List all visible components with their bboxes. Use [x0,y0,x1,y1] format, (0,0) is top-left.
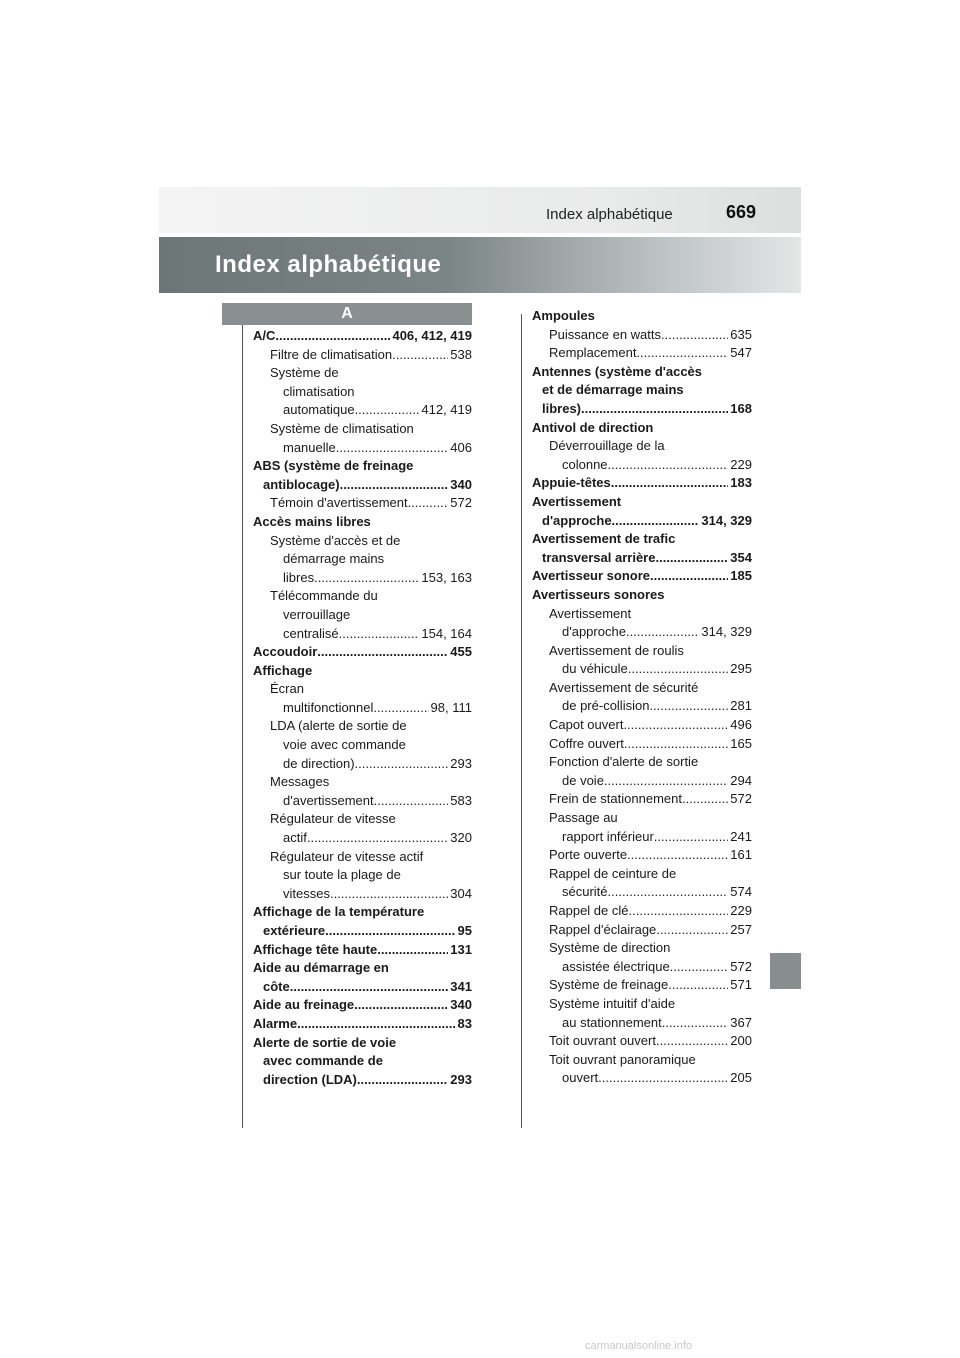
index-entry [253,1071,472,1090]
index-entry: ABS (système de freinage [253,458,414,474]
dot-leader [629,902,729,921]
index-entry: démarrage mains [283,551,385,567]
dot-leader [339,625,420,644]
index-entry-pages: 154, 164 [421,625,472,641]
dot-leader [290,978,449,997]
dot-leader [656,1032,728,1051]
index-entry [532,400,752,419]
index-entry [532,772,752,791]
index-entry: Régulateur de vitesse [270,811,396,827]
index-column-1 [253,327,472,1089]
index-entry-pages: 200 [730,1033,752,1049]
index-entry: Avertissement de roulis [549,642,684,658]
index-entry-pages: 314, 329 [701,512,752,528]
index-entry-term: multifonctionnel [283,699,374,715]
index-entry [253,699,472,718]
dot-leader [377,941,448,960]
index-entry [532,549,752,568]
index-entry [532,921,752,940]
index-entry: Avertisseurs sonores [532,586,665,602]
index-entry-pages: 340 [450,476,472,492]
dot-leader [307,829,448,848]
dot-leader [297,1015,455,1034]
index-entry-pages: 168 [730,400,752,416]
index-entry-term: A/C [253,328,276,343]
index-entry [532,976,752,995]
index-entry-pages: 293 [450,1071,472,1087]
index-entry [253,346,472,365]
index-entry [253,996,472,1015]
index-entry-term: rapport inférieur [562,828,654,844]
index-entry-term: Affichage tête haute [253,941,378,957]
index-entry [532,846,752,865]
dot-leader [655,549,728,568]
index-entry [532,1014,752,1033]
index-entry: Système de [270,365,339,381]
index-entry-pages: 320 [450,830,472,846]
index-entry-pages: 406, 412, 419 [392,328,472,343]
index-entry-pages: 635 [730,326,752,342]
index-entry-pages: 131 [450,941,472,957]
index-entry [532,660,752,679]
header-strip [159,187,801,233]
index-entry [532,958,752,977]
section-title: Index alphabétique [215,251,442,278]
index-entry-pages: 161 [730,847,752,863]
index-entry [532,474,752,493]
watermark-footer: carmanualsonline.info [585,1340,693,1352]
index-entry-term: d'approche [562,624,626,640]
index-entry-pages: 153, 163 [421,569,472,585]
dot-leader [355,755,449,774]
index-entry [253,643,472,662]
index-entry-pages: 547 [730,345,752,361]
index-entry: Système de climatisation [270,420,414,436]
index-entry [253,401,472,420]
dot-leader [317,643,448,662]
index-entry [253,941,472,960]
index-entry: et de démarrage mains [542,382,684,398]
dot-leader [623,716,728,735]
index-entry-pages: 574 [730,884,752,900]
index-entry-term: Capot ouvert [549,717,624,733]
dot-leader [392,346,448,365]
index-entry-pages: 367 [730,1014,752,1030]
chapter-thumb-tab [770,953,801,989]
index-entry-pages: 341 [450,978,472,994]
index-entry [532,697,752,716]
index-entry: Alerte de sortie de voie [253,1034,397,1050]
page-number: 669 [726,202,757,222]
index-entry [532,716,752,735]
index-entry: Passage au [549,810,618,826]
index-entry: Écran [270,681,304,697]
index-entry-pages: 295 [730,661,752,677]
index-entry-term: Témoin d'avertissement [270,495,408,511]
index-entry: Télécommande du [270,588,378,604]
dot-leader [275,327,390,346]
index-letter-heading: A [222,303,472,325]
index-entry: Fonction d'alerte de sortie [549,754,699,770]
index-entry: Ampoules [532,308,595,323]
dot-leader [355,401,420,420]
index-entry-pages: 340 [450,997,472,1013]
index-entry-pages: 205 [730,1070,752,1086]
index-entry-pages: 538 [450,346,472,362]
dot-leader [656,921,728,940]
index-entry: Avertissement de sécurité [549,679,699,695]
index-entry-term: Avertisseur sonore [532,568,651,584]
dot-leader [628,660,729,679]
index-entry [532,902,752,921]
index-entry: voie avec commande [283,737,406,753]
index-entry: Déverrouillage de la [549,438,665,454]
index-entry-term: Rappel d'éclairage [549,921,657,937]
index-entry [253,476,472,495]
index-entry-term: Accoudoir [253,644,318,660]
index-entry-pages: 571 [730,977,752,993]
index-entry-pages: 185 [730,568,752,584]
index-column-2 [532,307,752,1088]
dot-leader [670,958,729,977]
index-entry-pages: 572 [450,495,472,511]
dot-leader [661,326,728,345]
dot-leader [374,792,449,811]
index-entry-term: Toit ouvrant ouvert [549,1033,656,1049]
index-entry-pages: 572 [730,958,752,974]
index-entry-term: au stationnement [562,1014,662,1030]
index-entry-pages: 314, 329 [701,624,752,640]
index-entry-term: Filtre de climatisation [270,346,393,362]
index-entry: climatisation [283,383,355,399]
index-entry-pages: 241 [730,828,752,844]
dot-leader [340,476,449,495]
index-entry-term: Remplacement [549,345,637,361]
dot-leader [336,439,449,458]
index-entry-term: colonne [562,456,608,472]
index-entry: Toit ouvrant panoramique [549,1051,696,1067]
index-entry: Antennes (système d'accès [532,363,703,379]
index-entry-pages: 98, 111 [430,699,472,715]
index-entry-term: direction (LDA) [263,1071,357,1087]
index-entry-pages: 165 [730,735,752,751]
dot-leader [608,883,729,902]
index-entry [532,326,752,345]
index-entry: Aide au démarrage en [253,960,389,976]
index-entry-pages: 412, 419 [421,402,472,418]
index-entry-pages: 583 [450,792,472,808]
index-entry [532,828,752,847]
index-entry-pages: 304 [450,885,472,901]
index-entry-term: sécurité [562,884,608,900]
dot-leader [598,1069,728,1088]
index-entry [532,883,752,902]
dot-leader [604,772,728,791]
index-entry [253,439,472,458]
dot-leader [668,976,728,995]
index-entry: Affichage de la température [253,904,425,920]
index-entry [253,885,472,904]
index-entry-term: Frein de stationnement [549,791,682,807]
index-entry-pages: 281 [730,698,752,714]
dot-leader [357,1071,448,1090]
index-entry-term: manuelle [283,439,336,455]
dot-leader [662,1014,729,1033]
index-entry [253,755,472,774]
dot-leader [354,996,448,1015]
dot-leader [373,699,428,718]
index-entry: LDA (alerte de sortie de [270,718,407,734]
index-entry-term: côte [263,978,290,994]
index-entry: Accès mains libres [253,513,371,529]
index-entry [253,978,472,997]
index-entry: Système intuitif d'aide [549,995,676,1011]
index-entry [253,1015,472,1034]
index-entry [532,623,752,642]
index-entry-pages: 354 [730,549,752,565]
dot-leader [581,400,728,419]
index-entry-term: Puissance en watts [549,326,662,342]
index-entry [253,569,472,588]
index-entry: Rappel de ceinture de [549,865,677,881]
index-entry-term: d'avertissement [283,792,374,808]
dot-leader [626,623,699,642]
index-entry-pages: 229 [730,903,752,918]
index-entry: Avertissement [549,605,632,621]
dot-leader [314,569,419,588]
index-entry [532,567,752,586]
running-header-title: Index alphabétique [546,206,673,223]
index-entry-pages: 229 [730,456,752,472]
dot-leader [654,828,729,847]
index-entry: Avertissement de trafic [532,531,676,547]
index-entry-term: libres) [542,400,582,416]
index-entry-term: ouvert [562,1070,599,1086]
dot-leader [612,512,700,531]
dot-leader [608,456,729,475]
index-entry-pages: 183 [730,475,752,491]
index-entry [532,735,752,754]
column-rule-middle [521,314,522,1128]
index-entry-pages: 406 [450,439,472,455]
dot-leader [408,494,449,513]
index-entry: avec commande de [263,1053,383,1069]
index-entry-term: de pré-collision [562,698,650,714]
index-entry-term: actif [283,830,307,846]
index-entry-term: du véhicule [562,661,628,677]
index-entry-term: de voie [562,772,604,788]
index-entry-term: Aide au freinage [253,997,355,1013]
index-entry-term: automatique [283,402,355,418]
index-entry [253,922,472,941]
index-entry [253,625,472,644]
index-entry: Antivol de direction [532,419,654,435]
index-entry [532,344,752,363]
index-entry-term: vitesses [283,885,330,901]
index-entry-term: Rappel de clé [549,903,629,918]
index-entry: Messages [270,774,330,790]
index-entry-pages: 83 [457,1015,472,1031]
dot-leader [624,735,728,754]
index-entry-term: de direction) [283,755,355,771]
index-entry [532,456,752,475]
index-entry-term: antiblocage) [263,476,340,492]
column-rule-left [242,314,243,1128]
index-entry-term: Système de freinage [549,977,669,993]
index-entry-term: d'approche [542,512,612,528]
index-entry: Système d'accès et de [270,532,401,548]
index-entry-term: Appuie-têtes [532,475,611,491]
index-entry-pages: 95 [457,923,472,938]
index-entry [532,1032,752,1051]
index-entry-pages: 257 [730,921,752,937]
index-entry: Système de direction [549,940,671,956]
index-entry [532,1069,752,1088]
index-entry-term: Porte ouverte [549,847,628,863]
index-entry [253,829,472,848]
index-entry [253,327,472,346]
dot-leader [649,697,728,716]
index-entry-term: Alarme [253,1015,298,1031]
dot-leader [636,344,728,363]
index-entry-term: Coffre ouvert [549,735,624,751]
dot-leader [330,885,448,904]
index-entry-term: centralisé [283,625,339,641]
index-entry [253,494,472,513]
dot-leader [650,567,728,586]
index-entry-term: libres [283,569,315,585]
dot-leader [627,846,728,865]
index-entry-pages: 455 [450,644,472,660]
index-entry [532,790,752,809]
index-entry: sur toute la plage de [283,867,401,883]
dot-leader [325,922,455,941]
index-entry: Avertissement [532,493,622,509]
index-entry [532,512,752,531]
dot-leader [611,474,729,493]
index-entry [253,792,472,811]
index-entry-pages: 572 [730,791,752,807]
dot-leader [682,790,728,809]
index-entry-pages: 293 [450,755,472,771]
index-entry-pages: 294 [730,772,752,788]
index-entry-term: assistée électrique [562,958,670,974]
index-entry-term: extérieure [263,923,326,938]
index-entry: Régulateur de vitesse actif [270,848,424,864]
index-entry-term: transversal arrière [542,549,656,565]
index-entry: verrouillage [283,606,351,622]
index-entry-pages: 496 [730,717,752,733]
index-entry: Affichage [253,662,313,678]
